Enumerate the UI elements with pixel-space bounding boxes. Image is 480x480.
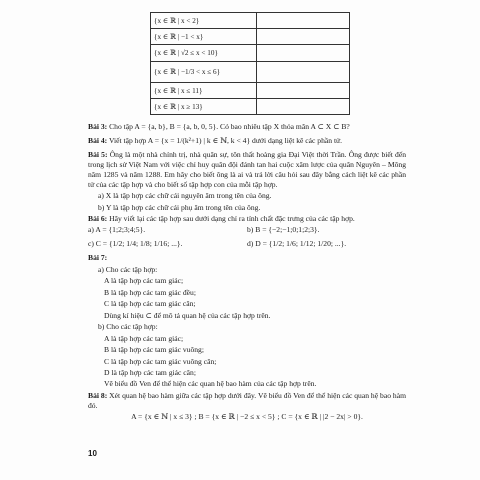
exercise-5a: a) X là tập hợp các chữ cái nguyên âm trong tên của ông. [98, 191, 272, 201]
exercise-6a: a) A = {1;2;3;4;5}. [88, 225, 146, 235]
exercise-5b: b) Y là tập hợp các chữ cái phụ âm trong tên của ông. [98, 202, 261, 212]
table-row [151, 45, 350, 61]
table-row [151, 13, 350, 29]
exercise-6-row-1 [88, 225, 406, 235]
exercise-6d: d) D = {1/2; 1/6; 1/12; 1/20; ...}. [247, 239, 347, 249]
table-cell-empty [256, 61, 349, 82]
exercise-text: Ông là một nhà chính trị, nhà quân sự, tôn thất hoàng gia Đại Việt thời Trần. Ông được biết đến trong lịch sử Việt Nam với việc chỉ huy quân đội đánh tan hai cuộc xâm lược của quân Nguyên – Mông năm 1285 và năm 1288. Em hãy cho biết ông là ai và trả lời câu hỏi sau đây bằng cách liệt kê các phần tử của các tập hợp và cho biết số tập hợp con của mỗi tập hợp. [88, 150, 407, 189]
table-cell: {x ∈ ℝ | −1/3 < x ≤ 6} [151, 61, 257, 82]
exercise-7b-line: B là tập hợp các tam giác vuông; [104, 345, 204, 355]
sets-table [150, 12, 350, 115]
exercise-7b-line: D là tập hợp các tam giác cân; [104, 368, 196, 378]
exercise-7a-line: C là tập hợp các tam giác cân; [104, 299, 196, 309]
exercise-label: Bài 4: [88, 136, 108, 146]
exercise-7a-note: Dùng kí hiệu ⊂ để mô tả quan hệ của các tập hợp trên. [104, 310, 271, 320]
table-cell: {x ∈ ℝ | √2 ≤ x < 10} [151, 45, 257, 61]
table-cell-empty [256, 13, 349, 29]
table-row [151, 98, 350, 114]
exercise-text: Viết tập hợp A = {x = 1/(k²+1) | k ∈ ℕ, k < 4} dưới dạng liệt kê các phần tử. [108, 136, 343, 146]
exercise-7a-line: A là tập hợp các tam giác; [104, 276, 184, 286]
exercise-text: Cho tập A = {a, b}, B = {a, b, 0, 5}. Có bao nhiêu tập X thỏa mãn A ⊂ X ⊂ B? [109, 122, 350, 131]
exercise-8 [88, 391, 406, 411]
table-cell: {x ∈ ℝ | x < 2} [151, 13, 257, 29]
exercise-6 [88, 214, 406, 224]
table-cell: {x ∈ ℝ | x ≥ 13} [151, 98, 257, 114]
table-row [151, 29, 350, 45]
exercise-7-label: Bài 7: [88, 253, 108, 263]
exercise-7a-heading: a) Cho các tập hợp: [98, 264, 158, 274]
table-cell: {x ∈ ℝ | −1 < x} [151, 29, 257, 45]
exercise-text: Xét quan hệ bao hàm giữa các tập hợp dưới đây. Vẽ biểu đồ Ven để thể hiện các quan hệ bao hàm đó. [88, 390, 406, 410]
table-cell-empty [256, 45, 349, 61]
exercise-label: Bài 8: [88, 390, 108, 400]
table-cell: {x ∈ ℝ | x ≤ 11} [151, 82, 257, 98]
table-row [151, 61, 350, 82]
exercise-8-sets: A = {x ∈ ℕ | x ≤ 3} ; B = {x ∈ ℝ | −2 ≤ x < 5} ; C = {x ∈ ℝ | |2 − 2x| > 0}. [131, 412, 363, 422]
exercise-content [88, 122, 406, 424]
table-cell-empty [256, 98, 349, 114]
exercise-7b-line: C là tập hợp các tam giác vuông cân; [104, 356, 217, 366]
exercise-6c: c) C = {1/2; 1/4; 1/8; 1/16; ...}. [88, 239, 183, 249]
exercise-7b-line: A là tập hợp các tam giác; [104, 333, 184, 343]
exercise-5 [88, 150, 406, 189]
exercise-text: Hãy viết lại các tập hợp sau dưới dạng chỉ ra tính chất đặc trưng của các tập hợp. [109, 213, 355, 223]
exercise-6b: b) B = {−2;−1;0;1;2;3}. [247, 225, 320, 235]
exercise-label: Bài 6: [88, 213, 108, 223]
table-row [151, 82, 350, 98]
table-cell-empty [256, 29, 349, 45]
exercise-6-row-2 [88, 237, 406, 252]
table-cell-empty [256, 82, 349, 98]
exercise-7b-heading: b) Cho các tập hợp: [98, 322, 158, 332]
exercise-7b-note: Vẽ biểu đồ Ven để thể hiện các quan hệ bao hàm của các tập hợp trên. [104, 379, 317, 389]
exercise-4 [88, 133, 406, 148]
exercise-7a-line: B là tập hợp các tam giác đều; [104, 287, 196, 297]
exercise-3 [88, 122, 406, 132]
exercise-label: Bài 5: [88, 150, 108, 160]
exercise-label: Bài 3: [88, 122, 108, 131]
page-number: 10 [88, 449, 97, 458]
